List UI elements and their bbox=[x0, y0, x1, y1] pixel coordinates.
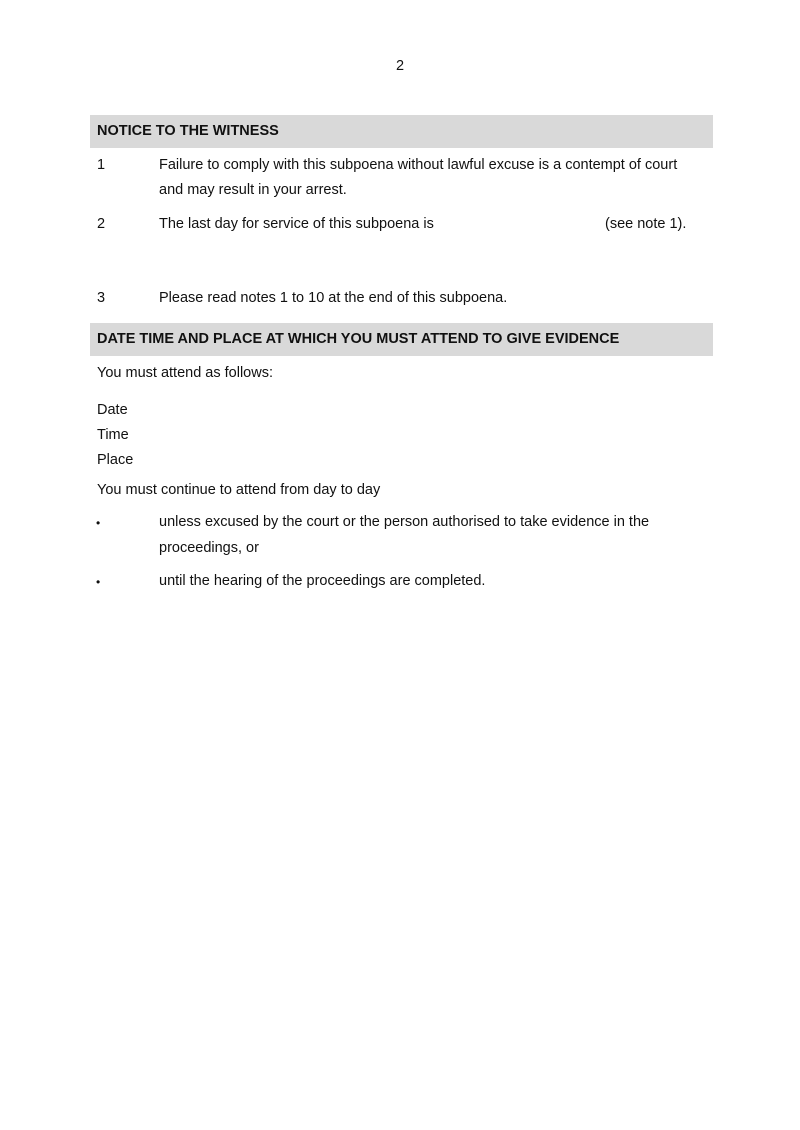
attendance-heading: DATE TIME AND PLACE AT WHICH YOU MUST ATTEND TO GIVE EVIDENCE bbox=[90, 323, 713, 356]
notice-item-text-1-line-2: and may result in your arrest. bbox=[159, 182, 347, 198]
notice-heading: NOTICE TO THE WITNESS bbox=[90, 115, 713, 148]
date-label: Date bbox=[97, 402, 128, 418]
bullet-item-1-line-2: proceedings, or bbox=[159, 540, 259, 556]
bullet-item-2: until the hearing of the proceedings are completed. bbox=[159, 573, 486, 589]
continue-attendance-text: You must continue to attend from day to day bbox=[97, 482, 381, 498]
bullet-item-1-line-1: unless excused by the court or the person authorised to take evidence in the bbox=[159, 514, 650, 530]
notice-item-number-3: 3 bbox=[97, 290, 106, 306]
page-number: 2 bbox=[395, 58, 405, 74]
notice-item-number-1: 1 bbox=[97, 157, 106, 173]
attendance-intro: You must attend as follows: bbox=[97, 365, 273, 381]
time-label: Time bbox=[97, 427, 129, 443]
notice-item-text-2: The last day for service of this subpoena is bbox=[159, 216, 434, 232]
place-label: Place bbox=[97, 452, 134, 468]
notice-item-text-1-line-1: Failure to comply with this subpoena without lawful excuse is a contempt of court bbox=[159, 157, 678, 173]
notice-item-text-3: Please read notes 1 to 10 at the end of this subpoena. bbox=[159, 290, 508, 306]
see-note-reference: (see note 1). bbox=[605, 216, 687, 232]
notice-item-number-2: 2 bbox=[97, 216, 106, 232]
bullet-icon: • bbox=[96, 516, 101, 530]
bullet-icon: • bbox=[96, 575, 101, 589]
